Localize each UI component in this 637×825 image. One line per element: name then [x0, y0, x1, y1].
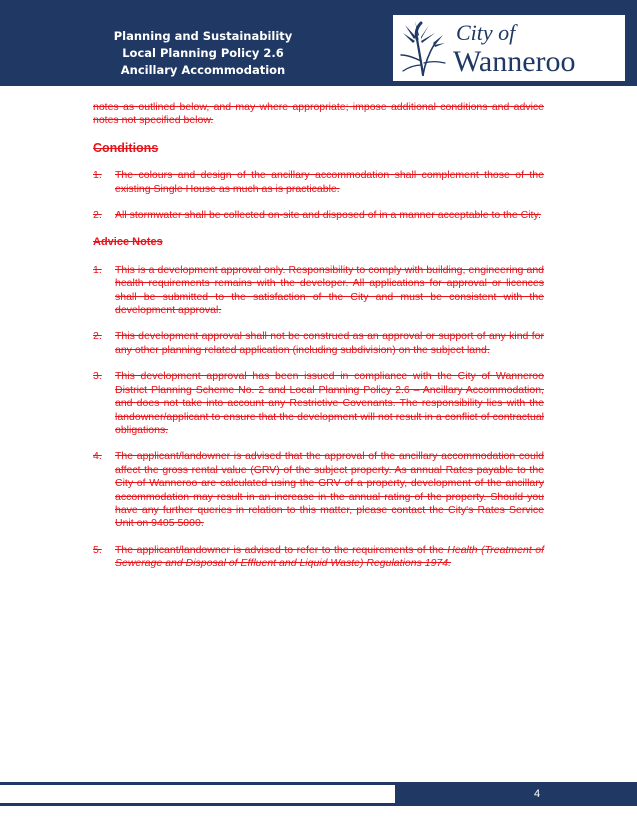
list-item [93, 370, 544, 437]
intro-paragraph: notes as outlined below, and may where appropriate; impose additional conditions and advice notes not specified below. [93, 101, 544, 127]
list-text [115, 544, 544, 571]
advice-notes-list [93, 264, 544, 571]
list-number: 2. [93, 209, 102, 222]
logo-text-wanneroo: Wanneroo [453, 45, 576, 78]
list-number: 1. [93, 263, 102, 276]
list-item [93, 330, 544, 357]
list-text: This development approval has been issued in compliance with the City of Wanneroo District Planning Scheme No. 2 and Local Planning Policy 2.6 – Ancillary Accommodation, and does not take into account any Restrictive Covenants. The responsibility lies with the landowner/applicant to ensure that the development will not result in a conflict of contractual obligations. [115, 370, 544, 436]
list-text-plain: The applicant/landowner is advised to refer to the requirements of the [115, 543, 448, 556]
list-number: 1. [93, 169, 102, 182]
title-line-policy: Local Planning Policy 2.6 [122, 46, 284, 60]
list-text: This development approval shall not be construed as an approval or support of any kind for any other planning related application (including subdivision) on the subject land. [115, 330, 544, 356]
list-item [93, 450, 544, 530]
list-text: The applicant/landowner is advised that the approval of the ancillary accommodation could affect the gross rental value (GRV) of the subject property. As annual Rates payable to the City of Wanneroo are calculated using the GRV of a property, development of the ancillary accommodation may result in an increase in the annual rating of the property. Should you have any further queries in relation to this matter, please contact the City's Rates Service Unit on 9405 5000. [115, 450, 544, 530]
list-item [93, 209, 544, 222]
advice-notes-heading: Advice Notes [93, 236, 163, 249]
title-line-subject: Ancillary Accommodation [120, 63, 286, 77]
list-number: 4. [93, 450, 102, 463]
page-header [0, 0, 637, 86]
list-number: 5. [93, 543, 102, 556]
list-number: 3. [93, 370, 102, 383]
title-line-department: Planning and Sustainability [113, 29, 293, 43]
list-item [93, 544, 544, 571]
list-number: 2. [93, 330, 102, 343]
logo-text-city-of: City of [456, 20, 516, 45]
list-text: The colours and design of the ancillary accommodation shall complement those of the existing Single House as much as is practicable. [115, 169, 544, 195]
conditions-heading: Conditions [93, 140, 159, 155]
list-item [93, 169, 544, 196]
document-body [93, 101, 544, 584]
footer-band [0, 785, 395, 803]
grass-tree-logo-icon [399, 21, 447, 77]
document-title [108, 28, 298, 79]
list-text: This is a development approval only. Responsibility to comply with building, engineering and health requirements remains with the developer. All applications for approval or licences shall be submitted to the satisfaction of the City and must be consistent with the development approval. [115, 263, 544, 317]
regulation-title: Health (Treatment of Sewerage and Disposal of Effluent and Liquid Waste) Regulations 1974. [115, 543, 545, 570]
list-item [93, 264, 544, 318]
city-logo [393, 15, 625, 81]
page-number: 4 [534, 788, 541, 800]
list-text: All stormwater shall be collected on-site and disposed of in a manner acceptable to the City. [115, 209, 541, 222]
conditions-list [93, 169, 544, 222]
